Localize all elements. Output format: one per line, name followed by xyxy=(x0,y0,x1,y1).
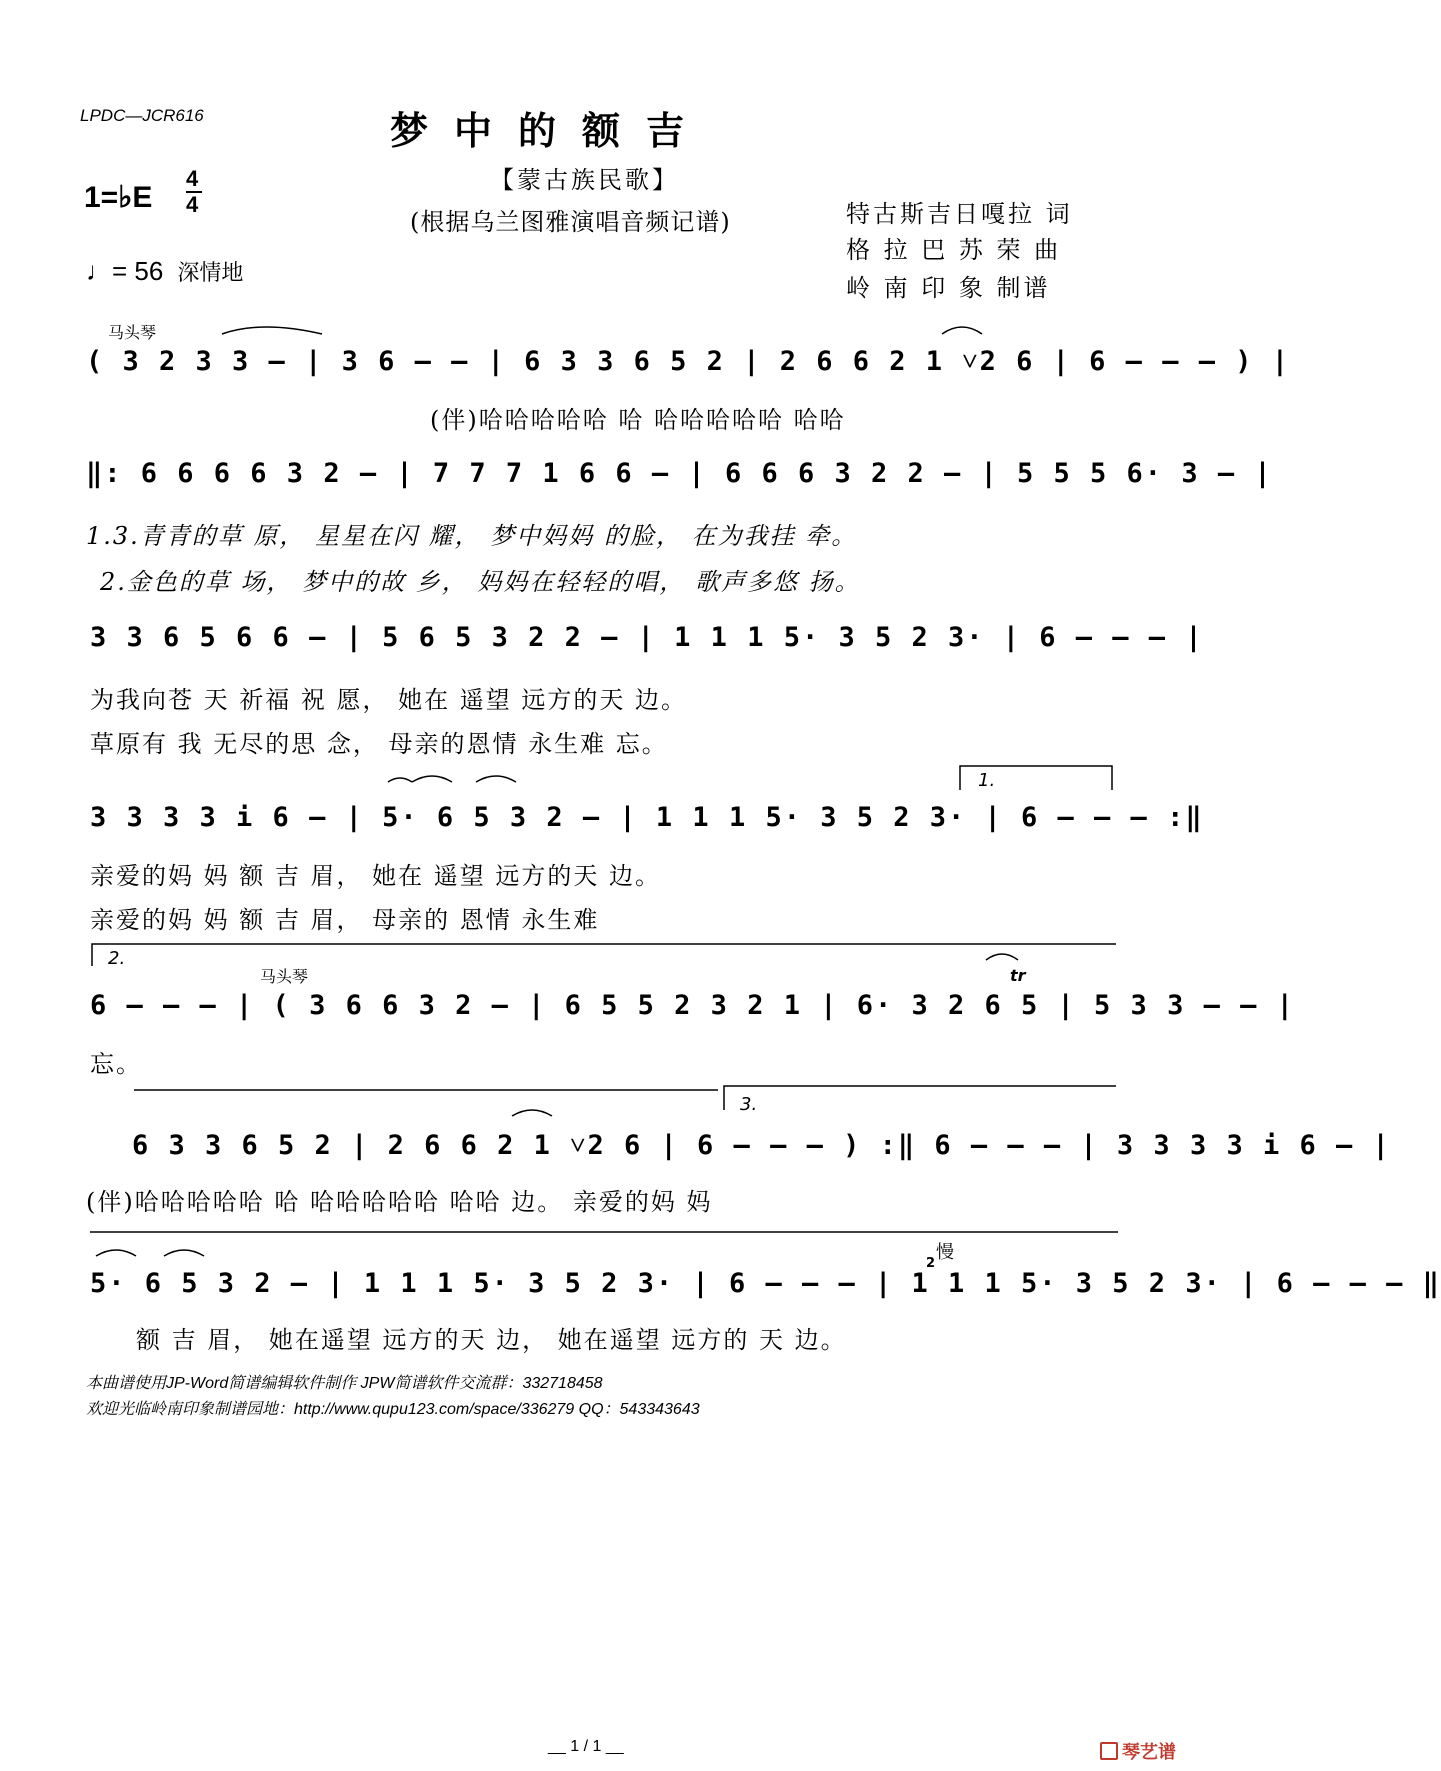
composer-credit: 格 拉 巴 苏 荣 曲 xyxy=(846,236,1062,264)
instrument-label-2: 马头琴 xyxy=(260,967,309,986)
trill-marking: tr xyxy=(1010,966,1026,985)
subtitle: 【蒙古族民歌】 xyxy=(490,166,679,194)
notation-line-5: 6 – – – | ( 3 6 6 3 2 – | 6 5 5 2 3 2 1 | 6· 3 2 6 5 | 5 3 3 – – | xyxy=(90,990,1295,1021)
volta-2-label: 2. xyxy=(108,948,126,969)
lyric-line-4b: 亲爱的妈 妈 额 吉 眉， 母亲的 恩情 永生难 xyxy=(90,906,600,934)
slur xyxy=(412,776,452,782)
slur xyxy=(96,1250,136,1256)
logo-text: 琴艺谱 xyxy=(1122,1742,1176,1763)
volta-3-label: 3. xyxy=(740,1094,758,1115)
site-logo xyxy=(1100,1738,1176,1764)
volta-3-bracket xyxy=(724,1086,1116,1110)
page-title: 梦中的额吉 xyxy=(390,108,711,153)
lyric-line-5: 忘。 xyxy=(90,1050,142,1078)
time-sig-top: 4 xyxy=(186,166,199,191)
score-code: LPDC—JCR616 xyxy=(80,106,204,125)
slur xyxy=(164,1250,204,1256)
footer-line-2: 欢迎光临岭南印象制谱园地：http://www.qupu123.com/space/336279 QQ：543343643 xyxy=(86,1401,700,1418)
footer-line-1: 本曲谱使用JP-Word简谱编辑软件制作 JPW简谱软件交流群：332718458 xyxy=(86,1375,603,1392)
lyric-line-2b: 2.金色的草 场， 梦中的故 乡， 妈妈在轻轻的唱， 歌声多悠 扬。 xyxy=(100,568,861,596)
lyric-line-1: (伴)哈哈哈哈哈 哈 哈哈哈哈哈 哈哈 xyxy=(430,406,846,434)
instrument-label-1: 马头琴 xyxy=(108,323,157,342)
tempo-value: ♩= 56 xyxy=(86,256,164,286)
notation-line-3: 3 3 6 5 6 6 – | 5 6 5 3 2 2 – | 1 1 1 5· 3 5 2 3· | 6 – – – | xyxy=(90,622,1204,653)
slur xyxy=(512,1110,552,1116)
lyric-line-3b: 草原有 我 无尽的思 念， 母亲的恩情 永生难 忘。 xyxy=(90,730,668,758)
grace-note: 2 xyxy=(926,1256,936,1271)
lyricist-credit: 特古斯吉日嘎拉 词 xyxy=(846,200,1073,228)
source-note: (根据乌兰图雅演唱音频记谱) xyxy=(410,208,731,236)
logo-icon xyxy=(1100,1742,1118,1760)
volta-1-bracket xyxy=(960,766,1112,790)
notation-line-2: ‖: 6 6 6 6 3 2 – | 7 7 7 1 6 6 – | 6 6 6 3 2 2 – | 5 5 5 6· 3 – | xyxy=(86,458,1273,489)
slur xyxy=(942,327,982,334)
slur xyxy=(986,954,1018,960)
notation-line-6: 6 3 3 6 5 2 | 2 6 6 2 1 ˅2 6 | 6 – – – ) :‖ 6 – – – | 3 3 3 3 i 6 – | xyxy=(132,1130,1391,1161)
volta-1-label: 1. xyxy=(978,770,996,791)
arranger-credit: 岭 南 印 象 制谱 xyxy=(846,274,1051,302)
lyric-line-3a: 为我向苍 天 祈福 祝 愿， 她在 遥望 远方的天 边。 xyxy=(90,686,688,714)
lyric-line-6: (伴)哈哈哈哈哈 哈 哈哈哈哈哈 哈哈 边。 亲爱的妈 妈 xyxy=(86,1188,713,1216)
tempo-change-marking: 慢 xyxy=(936,1242,954,1263)
slur xyxy=(388,778,412,782)
volta-2-bracket xyxy=(92,944,1116,966)
slur xyxy=(476,776,516,782)
notation-line-4: 3 3 3 3 i 6 – | 5· 6 5 3 2 – | 1 1 1 5· 3 5 2 3· | 6 – – – :‖ xyxy=(90,802,1204,833)
time-sig-bottom: 4 xyxy=(186,192,199,217)
page-number: __ 1 / 1 __ xyxy=(548,1738,624,1755)
expression-marking: 深情地 xyxy=(177,261,244,286)
notation-line-7: 5· 6 5 3 2 – | 1 1 1 5· 3 5 2 3· | 6 – – – | 1 1 1 5· 3 5 2 3· | 6 – – – ‖ xyxy=(90,1268,1441,1299)
slur xyxy=(222,327,322,334)
lyric-line-7: 额 吉 眉， 她在遥望 远方的天 边， 她在遥望 远方的 天 边。 xyxy=(136,1326,847,1354)
notation-line-1: ( 3 2 3 3 – | 3 6 – – | 6 3 3 6 5 2 | 2 6 6 2 1 ˅2 6 | 6 – – – ) | xyxy=(86,346,1290,377)
lyric-line-2a: 1.3.青青的草 原， 星星在闪 耀， 梦中妈妈 的脸， 在为我挂 牵。 xyxy=(86,522,858,550)
lyric-line-4a: 亲爱的妈 妈 额 吉 眉， 她在 遥望 远方的天 边。 xyxy=(90,862,662,890)
key-signature: 1=♭E xyxy=(84,181,153,214)
